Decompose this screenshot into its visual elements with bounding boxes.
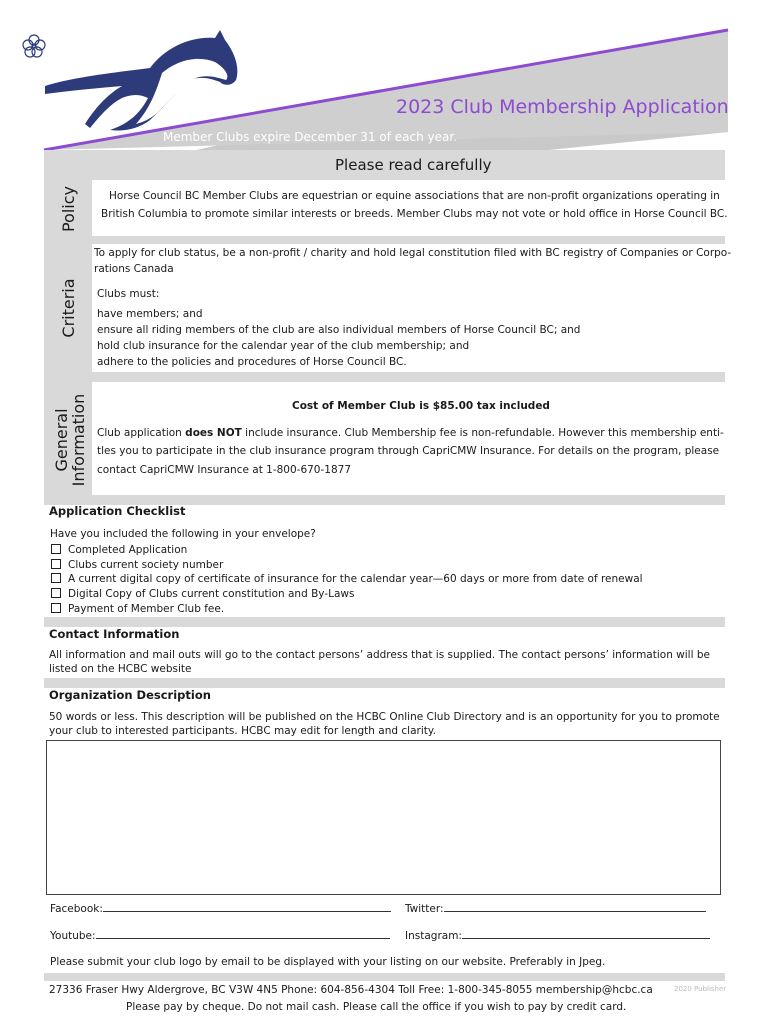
- criteria-label: Criteria: [59, 278, 78, 338]
- general-text-2: tles you to participate in the club insurance program through CapriCMW Insurance. For details on the program, please: [97, 445, 720, 457]
- policy-divider: [44, 236, 725, 244]
- checklist-item-label: Digital Copy of Clubs current constitution and By-Laws: [68, 588, 355, 601]
- contact-title: Contact Information: [49, 627, 180, 641]
- general-cost: Cost of Member Club is $85.00 tax included: [292, 400, 550, 412]
- contact-divider: [44, 678, 725, 688]
- horse-logo-icon: [40, 28, 245, 136]
- checkbox[interactable]: [51, 544, 61, 554]
- org-description-textarea[interactable]: [46, 740, 721, 895]
- header-title: 2023 Club Membership Application: [396, 96, 729, 118]
- youtube-line[interactable]: [96, 938, 390, 939]
- footer-divider: [44, 973, 725, 981]
- checklist-item-label: A current digital copy of certificate of insurance for the calendar year—60 days or more from date of renewal: [68, 573, 643, 586]
- checklist-item[interactable]: [51, 557, 643, 572]
- checkbox[interactable]: [51, 588, 61, 598]
- facebook-label: Facebook:: [50, 903, 103, 915]
- checklist-item-label: Payment of Member Club fee.: [68, 602, 225, 615]
- policy-label: Policy: [59, 185, 78, 233]
- policy-text-1: Horse Council BC Member Clubs are equestrian or equine associations that are non-profit organizations operating in: [109, 190, 720, 202]
- checkbox[interactable]: [51, 603, 61, 613]
- checklist-title: Application Checklist: [49, 504, 186, 518]
- instagram-line[interactable]: [462, 938, 710, 939]
- read-carefully-heading: Please read carefully: [335, 156, 492, 174]
- facebook-line[interactable]: [103, 911, 391, 912]
- instagram-label: Instagram:: [405, 930, 462, 942]
- checkbox[interactable]: [51, 573, 61, 583]
- youtube-field[interactable]: [50, 928, 390, 944]
- footer-address: 27336 Fraser Hwy Aldergrove, BC V3W 4N5 Phone: 604-856-4304 Toll Free: 1-800-345-8055 membership@hcbc.ca: [49, 984, 653, 996]
- general-text-post: include insurance. Club Membership fee is non-refundable. However this membership enti-: [241, 427, 724, 439]
- criteria-item: hold club insurance for the calendar year of the club membership; and: [97, 340, 470, 352]
- org-line-2: your club to interested participants. HCBC may edit for length and clarity.: [49, 725, 436, 737]
- twitter-line[interactable]: [444, 911, 706, 912]
- instagram-field[interactable]: [405, 928, 710, 944]
- twitter-label: Twitter:: [405, 903, 444, 915]
- checklist-item-label: Completed Application: [68, 544, 188, 556]
- criteria-intro-1: To apply for club status, be a non-profit / charity and hold legal constitution filed with BC registry of Companies or Corpo-: [94, 247, 732, 259]
- criteria-item: ensure all riding members of the club are also individual members of Horse Council BC; and: [97, 324, 581, 336]
- footer-small-note: 2020 Publisher: [674, 985, 727, 993]
- checklist-divider: [44, 617, 725, 627]
- general-label-line1: General: [52, 408, 71, 472]
- criteria-divider: [44, 372, 725, 382]
- criteria-intro-2: rations Canada: [94, 263, 174, 275]
- general-text-bold: does NOT: [185, 427, 242, 439]
- general-label-line2: Information: [69, 393, 88, 487]
- youtube-label: Youtube:: [50, 930, 96, 942]
- facebook-field[interactable]: [50, 901, 391, 917]
- policy-text-2: British Columbia to promote similar interests or breeds. Member Clubs may not vote or hold office in Horse Council BC.: [101, 208, 728, 220]
- checklist-list: [51, 542, 643, 615]
- general-text-pre: Club application: [97, 427, 186, 439]
- general-text-1: [97, 425, 724, 441]
- checklist-question: Have you included the following in your envelope?: [50, 528, 316, 540]
- general-info-label: [53, 392, 89, 488]
- org-line-1: 50 words or less. This description will be published on the HCBC Online Club Directory and is an opportunity for you to promote: [49, 711, 720, 723]
- checklist-item-label: Clubs current society number: [68, 558, 224, 571]
- checklist-item[interactable]: [51, 542, 643, 557]
- header-subtitle: Member Clubs expire December 31 of each year.: [163, 130, 458, 144]
- criteria-item: have members; and: [97, 308, 203, 320]
- general-text-3: contact CapriCMW Insurance at 1-800-670-1877: [97, 464, 351, 476]
- org-title: Organization Description: [49, 688, 211, 702]
- criteria-must: Clubs must:: [97, 288, 160, 300]
- checklist-item[interactable]: [51, 586, 643, 601]
- criteria-item: adhere to the policies and procedures of Horse Council BC.: [97, 356, 407, 368]
- footer-pay-note: Please pay by cheque. Do not mail cash. Please call the office if you wish to pay by credit card.: [126, 1001, 627, 1013]
- checkbox[interactable]: [51, 559, 61, 569]
- contact-line-1: All information and mail outs will go to the contact persons’ address that is supplied. The contact persons’ information will be: [49, 649, 710, 661]
- twitter-field[interactable]: [405, 901, 706, 917]
- contact-line-2: listed on the HCBC website: [49, 663, 192, 675]
- logo-note: Please submit your club logo by email to be displayed with your listing on our website. Preferably in Jpeg.: [50, 956, 606, 968]
- checklist-item[interactable]: [51, 571, 643, 586]
- checklist-item[interactable]: [51, 601, 643, 616]
